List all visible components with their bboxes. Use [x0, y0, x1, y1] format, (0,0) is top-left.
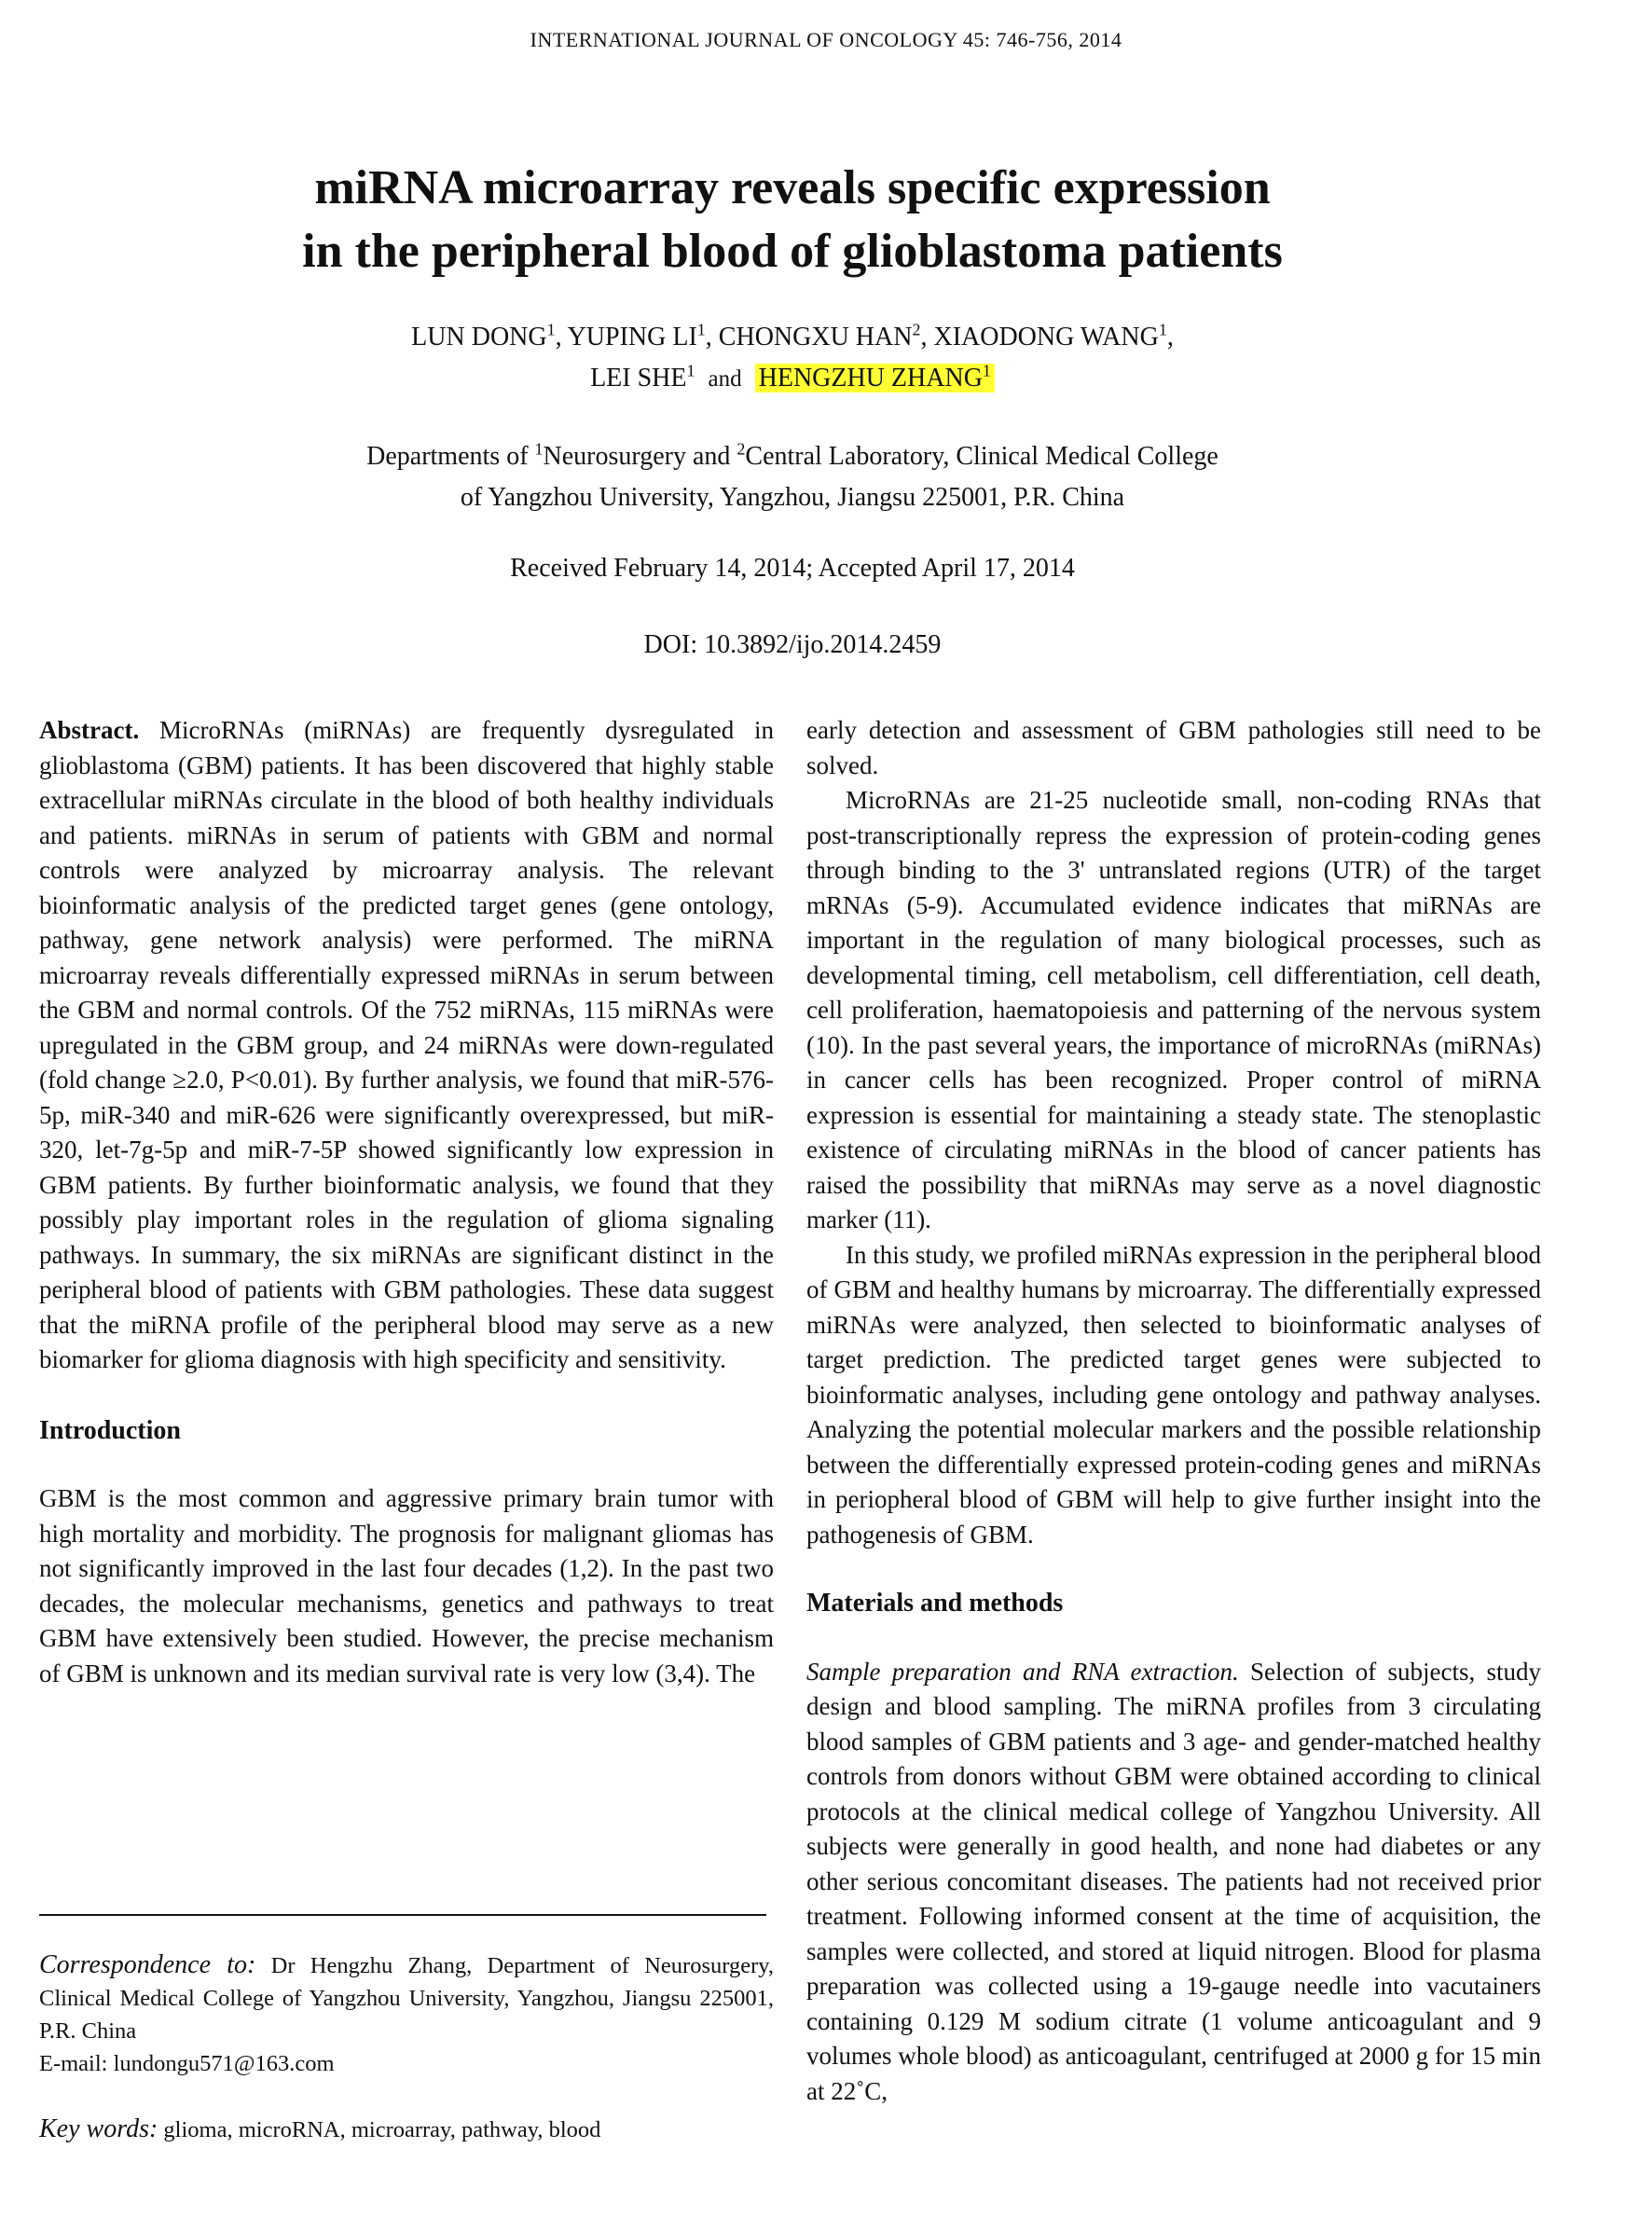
methods-subheading: Sample preparation and RNA extraction. [806, 1657, 1239, 1686]
author-conjunction: and [708, 366, 742, 392]
author-line-1: LUN DONG$^1$, YUPING $LI^1$, CHONGXU HAN$^2$, XIAODONG WANG$^1$, [411, 320, 1174, 351]
paper-title [0, 157, 1585, 283]
introduction-paragraph-2: MicroRNAs are 21-25 nucleotide small, non-coding RNAs that post-transcriptionally repress the expression of protein-coding genes through binding to the 3' untranslated regions (UTR) of the target mRNAs (5-9). Accumulated evidence indicates that miRNAs are important in the regulation of many biological processes, such as developmental timing, cell metabolism, cell differentiation, cell death, cell proliferation, haematopoiesis and patterning of the nervous system (10). In the past several years, the importance of microRNAs (miRNAs) in cancer cells has been recognized. Proper control of miRNA expression is essential for maintaining a steady state. The stenoplastic existence of circulating miRNAs in the blood of cancer patients has raised the possibility that miRNAs may serve as a novel diagnostic marker (11). [806, 786, 1541, 1233]
right-column [806, 713, 1541, 2109]
author-affiliation-mark: 1 [546, 320, 556, 339]
methods-paragraph [806, 1655, 1541, 2110]
author-affiliation-mark: 1 [982, 361, 991, 380]
introduction-paragraph-1: GBM is the most common and aggressive primary brain tumor with high mortality and morbidity. The prognosis for malignant gliomas has not significantly improved in the last four decades (1,2). In the past two decades, the molecular mechanisms, genetics and pathways to treat GBM have extensively been studied. However, the precise mechanism of GBM is unknown and its median survival rate is very low (3,4). The [39, 1484, 774, 1687]
author-affiliation-mark: 1 [1158, 320, 1167, 339]
correspondence-text: Dr Hengzhu Zhang, Department of Neurosurgery, Clinical Medical College of Yangzhou University, Yangzhou, Jiangsu 225001, P.R. China [39, 1953, 775, 2044]
affiliation-line-2: of Yangzhou University, Yangzhou, Jiangsu 225001, P.R. China [460, 483, 1125, 512]
affiliation [0, 436, 1585, 518]
keywords-label: Key words: [39, 2114, 158, 2143]
abstract-text: MicroRNAs (miRNAs) are frequently dysregulated in glioblastoma (GBM) patients. It has been discovered that highly stable extracellular miRNAs circulate in the blood of both healthy individuals and patients. miRNAs in serum of patients with GBM and normal controls were analyzed by microarray analysis. The relevant bioinformatic analysis of the predicted target genes (gene ontology, pathway, gene network analysis) were performed. The miRNA microarray reveals differentially expressed miRNAs in serum between the GBM and normal controls. Of the 752 miRNAs, 115 miRNAs were upregulated in the GBM group, and 24 miRNAs were down-regulated (fold change ≥2.0, P<0.01). By further analysis, we found that miR-576-5p, miR-340 and miR-626 were significantly overexpressed, but miR-320, let-7g-5p and miR-7-5P showed significantly low expression in GBM patients. By further bioinformatic analysis, we found that they possibly play important roles in the regulation of glioma signaling pathways. In summary, the six miRNAs are significant distinct in the peripheral blood of patients with GBM pathologies. These data suggest that the miRNA profile of the peripheral blood may serve as a new biomarker for glioma diagnosis with high specificity and sensitivity. [39, 716, 774, 1373]
methods-text: Selection of subjects, study design and blood sampling. The miRNA profiles from 3 circulating blood samples of GBM patients and 3 age- and gender-matched healthy controls from donors without GBM were obtained according to clinical protocols at the clinical medical college of Yangzhou University. All subjects were generally in good health, and none had diabetes or any other serious concomitant diseases. The patients had not received prior treatment. Following informed consent at the time of acquisition, the samples were collected, and stored at liquid nitrogen. Blood for plasma preparation was collected using a 19-gauge needle into vacutainers containing 0.129 M sodium citrate (1 volume anticoagulant and 9 volumes whole blood) as anticoagulant, centrifuged at 2000 g for 15 min at 22˚C, [806, 1657, 1541, 2105]
highlighted-author [755, 361, 995, 392]
keywords-text: glioma, microRNA, microarray, pathway, blood [158, 2117, 601, 2142]
footnote-divider [39, 1914, 766, 1916]
author-name: LEI SHE [590, 364, 687, 392]
received-accepted-dates: Received February 14, 2014; Accepted April 17, 2014 [510, 554, 1075, 583]
doi: DOI: 10.3892/ijo.2014.2459 [643, 630, 942, 659]
left-column [39, 713, 774, 1691]
correspondence [39, 1949, 774, 2080]
author-line-2 [0, 358, 1585, 400]
introduction-paragraph-1-continued: early detection and assessment of GBM pathologies still need to be solved. [806, 716, 1541, 779]
author-name: LUN DONG [411, 323, 547, 351]
author-affiliation-mark: 1 [686, 361, 695, 380]
author-list [0, 317, 1585, 400]
author-name: YUPING LI [567, 323, 697, 351]
abstract [39, 713, 774, 1378]
author-affiliation-mark: 1 [696, 320, 706, 339]
correspondence-label: Correspondence to: [39, 1950, 256, 1979]
methods-heading: Materials and methods [806, 1589, 1064, 1618]
running-head: INTERNATIONAL JOURNAL OF ONCOLOGY 45: 746-756, 2014 [530, 28, 1122, 51]
author-name: HENGZHU ZHANG [758, 364, 983, 392]
introduction-paragraph-3: In this study, we profiled miRNAs expression in the peripheral blood of GBM and healthy humans by microarray. The differentially expressed miRNAs were analyzed, then selected to bioinformatic analyses of target prediction. The predicted target genes were subjected to bioinformatic analyses, including gene ontology and pathway analyses. Analyzing the potential molecular markers and the possible relationship between the differentially expressed protein-coding genes and miRNAs in periopheral blood of GBM will help to give further insight into the pathogenesis of GBM. [806, 1240, 1541, 1549]
abstract-label: Abstract. [39, 716, 140, 744]
title-line-1: miRNA microarray reveals specific expression [314, 161, 1271, 214]
affiliation-line-1: Departments of $^1$Neurosurgery and $^2$Central Laboratory, Clinical Medical College [366, 439, 1218, 471]
author-name: XIAODONG WANG [933, 323, 1159, 351]
author-affiliation-mark: 2 [912, 320, 921, 339]
keywords [39, 2114, 774, 2144]
introduction-heading: Introduction [39, 1415, 181, 1445]
author-name: CHONGXU HAN [718, 323, 913, 351]
correspondence-email: E-mail: lundongu571@163.com [39, 2051, 335, 2076]
title-line-2: in the peripheral blood of glioblastoma patients [302, 225, 1283, 278]
